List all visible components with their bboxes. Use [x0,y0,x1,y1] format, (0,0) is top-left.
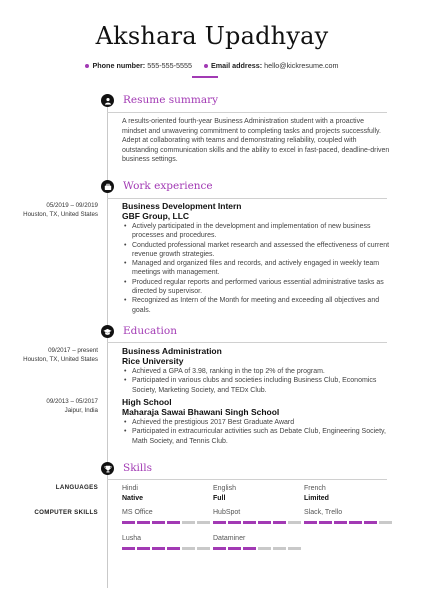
section-title-work: Work experience [123,180,213,192]
skill-name: HubSpot [213,509,241,516]
section-divider [107,479,387,480]
skill-level-segment [228,547,241,550]
section-title-summary: Resume summary [123,94,219,106]
skill-level-segment [273,521,286,524]
briefcase-icon [101,180,114,193]
language-name: English [213,485,236,492]
name-underline [192,76,218,78]
skill-level-bar [122,547,210,550]
skill-level-segment [137,547,150,550]
skill-name: MS Office [122,509,153,516]
skill-level-segment [243,521,256,524]
skill-name: Dataminer [213,535,246,542]
list-item: • Achieved the prestigious 2017 Best Graduate Award [122,418,392,427]
section-divider [107,342,387,343]
school-name: Rice University [122,356,184,366]
language-level: Limited [304,494,329,502]
skill-level-segment [349,521,362,524]
skill-level-segment [228,521,241,524]
language-level: Full [213,494,226,502]
section-divider [107,112,387,113]
language-item [122,484,143,503]
degree-title: High School [122,397,172,407]
language-level: Native [122,494,144,502]
skill-level-segment [152,547,165,550]
skill-level-segment [288,521,301,524]
bullet-dot [85,64,89,68]
skill-level-bar [122,521,210,524]
education-bullets [122,418,392,446]
timeline-line [107,100,108,588]
list-item: • Achieved a GPA of 3.98, ranking in the top 2% of the program. [122,367,392,376]
skill-level-segment [364,521,377,524]
job-title: Business Development Intern [122,201,242,211]
skill-level-segment [319,521,332,524]
skill-level-segment [182,521,195,524]
skill-level-segment [288,547,301,550]
skill-level-segment [213,521,226,524]
list-item: • Conducted professional market research and assessed the effectiveness of current revenue growth strategies. [122,241,392,260]
skill-level-segment [258,547,271,550]
skill-level-segment [122,547,135,550]
education-entry [122,346,392,395]
work-entry [122,201,392,315]
bullet-dot [204,64,208,68]
location: Houston, TX, United States [23,211,98,218]
skill-level-bar [304,521,392,524]
trophy-icon [101,462,114,475]
list-item: • Produced regular reports and performed various essential administrative tasks as directed by supervisor. [122,278,392,297]
skill-name: Lusha [122,535,142,542]
language-name: Hindi [122,485,138,492]
contact-line [0,61,424,70]
phone-value: 555-555-5555 [147,61,192,70]
person-icon [101,94,114,107]
skill-level-segment [273,547,286,550]
computer-skills-label: COMPUTER SKILLS [34,509,98,516]
list-item: • Recognized as Intern of the Month for meeting and exceeding all objectives and goals. [122,296,392,315]
work-dates [20,201,98,219]
candidate-name: Akshara Upadhyay [95,22,329,50]
graduation-cap-icon [101,325,114,338]
education-dates [20,346,98,364]
languages-label: LANGUAGES [55,484,98,491]
skill-level-segment [197,547,210,550]
skill-level-segment [258,521,271,524]
skill-name: Slack, Trello [304,509,343,516]
date-range: 05/2019 – 09/2019 [46,202,98,209]
job-bullets [122,222,392,315]
location: Jaipur, India [64,407,98,414]
language-item [213,484,236,503]
skill-level-segment [122,521,135,524]
section-title-skills: Skills [123,462,153,474]
section-title-education: Education [123,325,177,337]
skill-level-segment [152,521,165,524]
education-dates [20,397,98,415]
date-range: 09/2017 – present [48,347,98,354]
list-item: • Managed and organized files and records, and actively engaged in weekly team meetings with management. [122,259,392,278]
skill-level-segment [167,521,180,524]
list-item: • Participated in various clubs and societies including Business Club, Economics Society, Marketing Society, and TEDx Club. [122,376,392,395]
skill-level-bar [213,547,301,550]
skill-level-segment [137,521,150,524]
section-divider [107,198,387,199]
location: Houston, TX, United States [23,356,98,363]
skill-level-segment [182,547,195,550]
email-label: Email address: [210,61,263,70]
phone-label: Phone number: [92,61,146,70]
skill-level-segment [213,547,226,550]
company-name: GBF Group, LLC [122,211,190,221]
education-bullets [122,367,392,395]
skill-level-segment [197,521,210,524]
education-entry [122,397,392,446]
skill-level-bar [213,521,301,524]
degree-title: Business Administration [122,346,222,356]
email-value: hello@kickresume.com [264,61,339,70]
skill-level-segment [243,547,256,550]
language-name: French [304,485,326,492]
summary-text: A results-oriented fourth-year Business Administration student with a proactive mindset and unwavering commitment to completing tasks and projects successfully. Adept at collaborating with teams and demonstrating reliability, coupled with outstanding communication skills and the ability to excel in fast-paced, deadline-driven business settings. [122,118,390,164]
skill-level-segment [379,521,392,524]
school-name: Maharaja Sawai Bhawani Singh School [122,407,280,417]
list-item: • Actively participated in the development and implementation of new business processes and procedures. [122,222,392,241]
language-item [304,484,329,503]
skill-level-segment [167,547,180,550]
skill-level-segment [304,521,317,524]
skill-level-segment [334,521,347,524]
date-range: 09/2013 – 05/2017 [46,398,98,405]
list-item: • Participated in extracurricular activities such as Debate Club, Engineering Society, Math Society, and Tennis Club. [122,427,392,446]
